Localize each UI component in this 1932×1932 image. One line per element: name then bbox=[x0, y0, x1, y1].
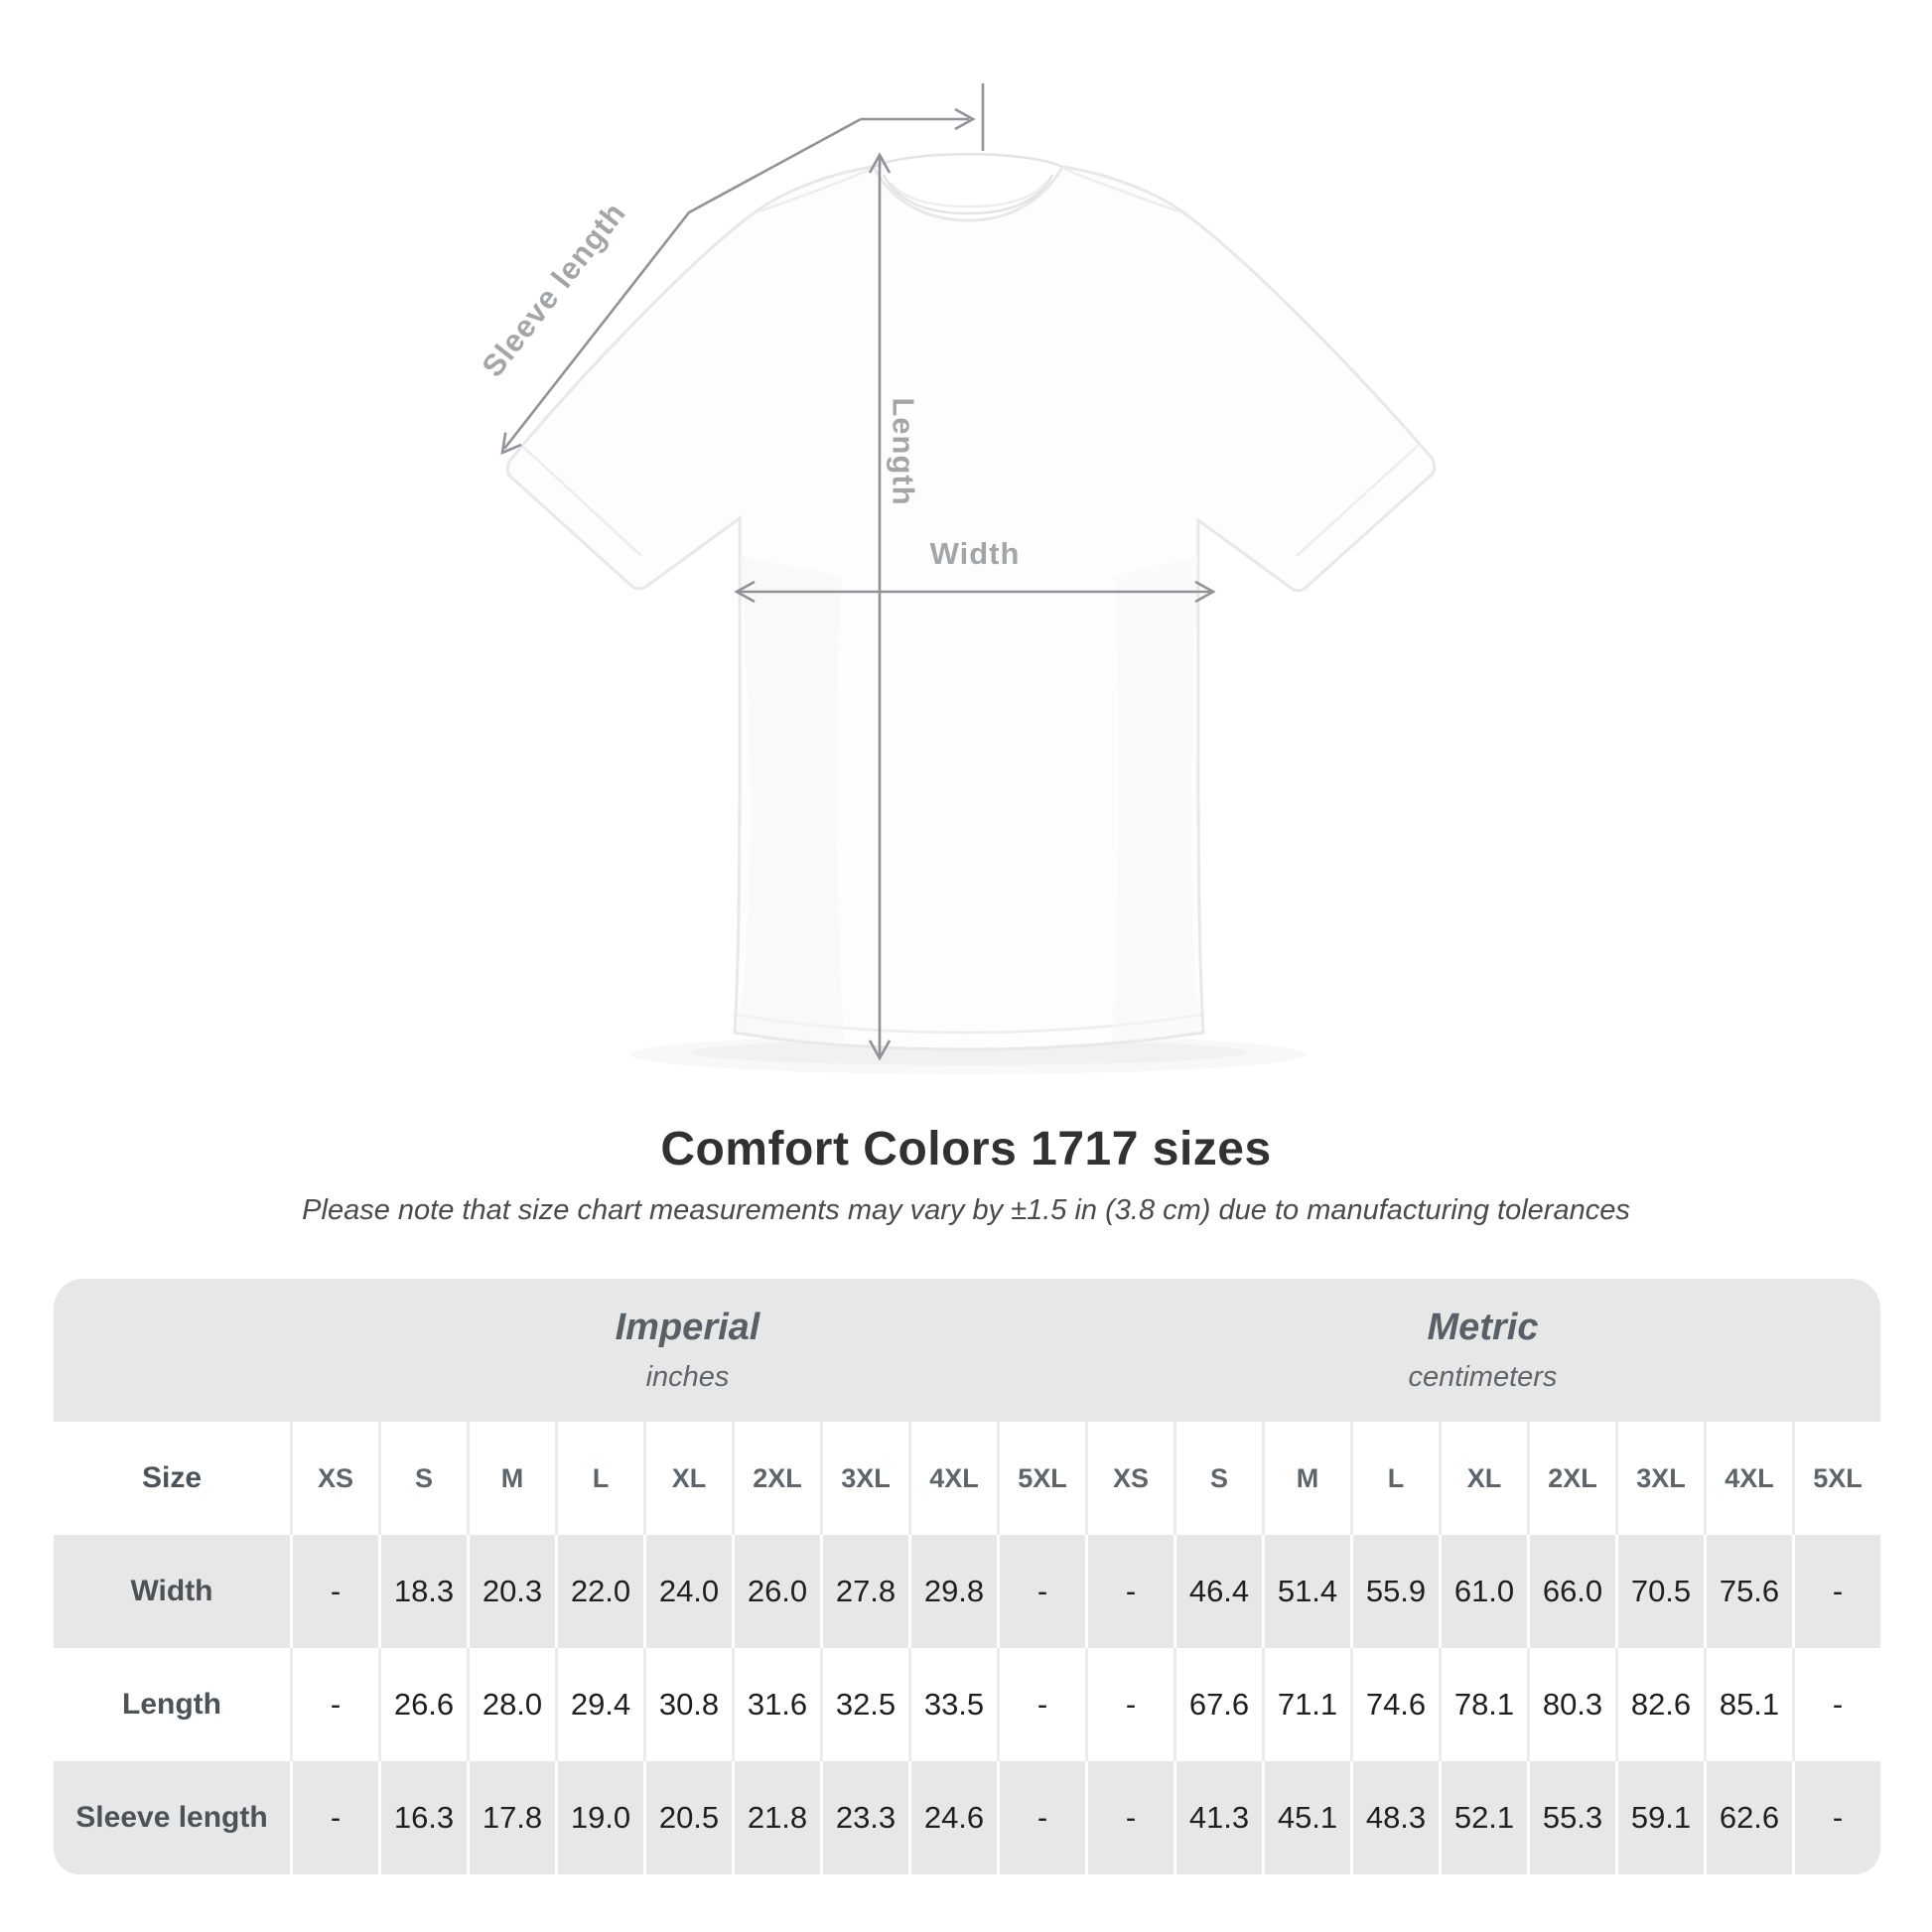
value-cell: 24.6 bbox=[908, 1761, 997, 1874]
value-cell: - bbox=[1085, 1648, 1173, 1761]
column-header-4XL: 4XL bbox=[1704, 1422, 1792, 1535]
value-cell: 41.3 bbox=[1173, 1761, 1262, 1874]
section-subtitle: centimeters bbox=[1408, 1361, 1558, 1393]
row-label: Width bbox=[54, 1535, 290, 1648]
value-cell: 21.8 bbox=[732, 1761, 820, 1874]
value-cell: 23.3 bbox=[820, 1761, 908, 1874]
value-cell: 70.5 bbox=[1615, 1535, 1704, 1648]
value-cell: 82.6 bbox=[1615, 1648, 1704, 1761]
value-cell: 31.6 bbox=[732, 1648, 820, 1761]
value-cell: 20.5 bbox=[643, 1761, 732, 1874]
fabric-shade-right bbox=[1112, 556, 1201, 1042]
value-cell: 16.3 bbox=[378, 1761, 467, 1874]
column-header-M: M bbox=[467, 1422, 555, 1535]
value-cell: 62.6 bbox=[1704, 1761, 1792, 1874]
heading bbox=[0, 1122, 1932, 1227]
section-title: Metric bbox=[1427, 1307, 1539, 1348]
value-cell: - bbox=[1085, 1535, 1173, 1648]
value-cell: 55.9 bbox=[1350, 1535, 1439, 1648]
value-cell: 78.1 bbox=[1439, 1648, 1527, 1761]
column-header-S: S bbox=[1173, 1422, 1262, 1535]
column-header-2XL: 2XL bbox=[732, 1422, 820, 1535]
value-cell: 32.5 bbox=[820, 1648, 908, 1761]
collar-back-edge bbox=[874, 154, 1062, 167]
column-header-3XL: 3XL bbox=[820, 1422, 908, 1535]
value-cell: - bbox=[1792, 1761, 1880, 1874]
value-cell: 17.8 bbox=[467, 1761, 555, 1874]
size-row-label: Size bbox=[54, 1422, 290, 1535]
value-cell: 33.5 bbox=[908, 1648, 997, 1761]
column-header-2XL: 2XL bbox=[1527, 1422, 1615, 1535]
value-cell: 52.1 bbox=[1439, 1761, 1527, 1874]
value-cell: 74.6 bbox=[1350, 1648, 1439, 1761]
value-cell: 59.1 bbox=[1615, 1761, 1704, 1874]
tshirt-image bbox=[507, 154, 1434, 1049]
value-cell: 80.3 bbox=[1527, 1648, 1615, 1761]
value-cell: - bbox=[1792, 1535, 1880, 1648]
column-header-4XL: 4XL bbox=[908, 1422, 997, 1535]
value-cell: 46.4 bbox=[1173, 1535, 1262, 1648]
fabric-shade-left bbox=[737, 556, 844, 1044]
section-header-imperial bbox=[290, 1279, 1085, 1422]
value-cell: - bbox=[997, 1535, 1085, 1648]
value-cell: 29.4 bbox=[555, 1648, 643, 1761]
column-header-M: M bbox=[1262, 1422, 1350, 1535]
value-cell: 30.8 bbox=[643, 1648, 732, 1761]
value-cell: 18.3 bbox=[378, 1535, 467, 1648]
column-header-L: L bbox=[1350, 1422, 1439, 1535]
row-label: Length bbox=[54, 1648, 290, 1761]
page-subtitle: Please note that size chart measurements may vary by ±1.5 in (3.8 cm) due to manufacturing tolerances bbox=[302, 1194, 1630, 1226]
value-cell: - bbox=[290, 1648, 378, 1761]
value-cell: - bbox=[1792, 1648, 1880, 1761]
value-cell: - bbox=[290, 1535, 378, 1648]
value-cell: 26.0 bbox=[732, 1535, 820, 1648]
value-cell: 27.8 bbox=[820, 1535, 908, 1648]
value-cell: - bbox=[997, 1648, 1085, 1761]
section-title: Imperial bbox=[615, 1307, 760, 1348]
column-header-XL: XL bbox=[1439, 1422, 1527, 1535]
value-cell: 61.0 bbox=[1439, 1535, 1527, 1648]
value-cell: 26.6 bbox=[378, 1648, 467, 1761]
value-cell: 55.3 bbox=[1527, 1761, 1615, 1874]
column-header-5XL: 5XL bbox=[997, 1422, 1085, 1535]
width-label: Width bbox=[929, 536, 1021, 571]
column-header-5XL: 5XL bbox=[1792, 1422, 1880, 1535]
value-cell: 20.3 bbox=[467, 1535, 555, 1648]
size-table bbox=[54, 1279, 1880, 1874]
column-header-3XL: 3XL bbox=[1615, 1422, 1704, 1535]
value-cell: 29.8 bbox=[908, 1535, 997, 1648]
value-cell: 28.0 bbox=[467, 1648, 555, 1761]
column-header-XL: XL bbox=[643, 1422, 732, 1535]
value-cell: 24.0 bbox=[643, 1535, 732, 1648]
column-header-XS: XS bbox=[1085, 1422, 1173, 1535]
page-title: Comfort Colors 1717 sizes bbox=[660, 1123, 1272, 1175]
value-cell: 71.1 bbox=[1262, 1648, 1350, 1761]
table-header-spacer bbox=[54, 1279, 290, 1422]
section-header-metric bbox=[1085, 1279, 1880, 1422]
sleeve-length-label: Sleeve length bbox=[475, 195, 633, 384]
length-label: Length bbox=[886, 397, 921, 506]
value-cell: - bbox=[290, 1761, 378, 1874]
value-cell: 22.0 bbox=[555, 1535, 643, 1648]
value-cell: 75.6 bbox=[1704, 1535, 1792, 1648]
value-cell: 66.0 bbox=[1527, 1535, 1615, 1648]
column-header-XS: XS bbox=[290, 1422, 378, 1535]
row-label: Sleeve length bbox=[54, 1761, 290, 1874]
section-subtitle: inches bbox=[645, 1361, 730, 1393]
value-cell: 45.1 bbox=[1262, 1761, 1350, 1874]
value-cell: 51.4 bbox=[1262, 1535, 1350, 1648]
column-header-S: S bbox=[378, 1422, 467, 1535]
value-cell: - bbox=[997, 1761, 1085, 1874]
value-cell: 85.1 bbox=[1704, 1648, 1792, 1761]
value-cell: - bbox=[1085, 1761, 1173, 1874]
value-cell: 67.6 bbox=[1173, 1648, 1262, 1761]
value-cell: 48.3 bbox=[1350, 1761, 1439, 1874]
column-header-L: L bbox=[555, 1422, 643, 1535]
shirt-body bbox=[507, 167, 1434, 1049]
value-cell: 19.0 bbox=[555, 1761, 643, 1874]
